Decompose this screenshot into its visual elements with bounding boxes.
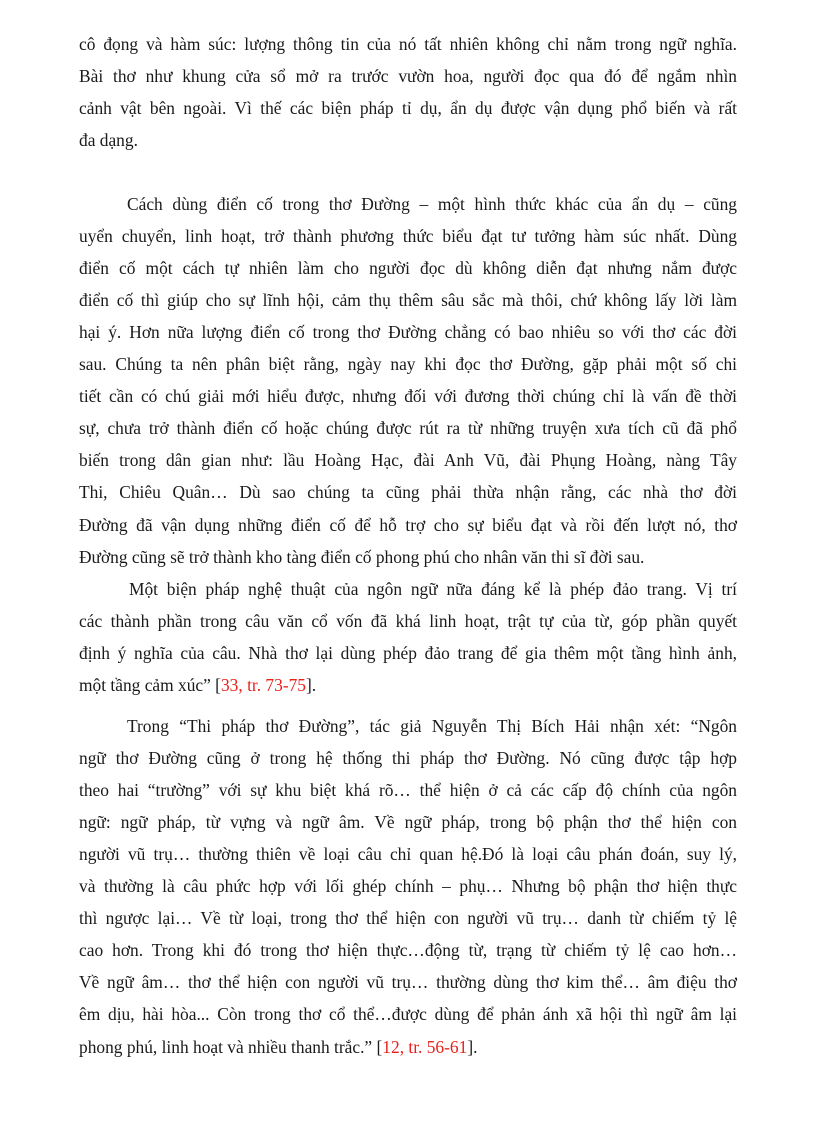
text-line [79, 974, 737, 991]
text-segment: ]. [306, 675, 317, 696]
text-line [79, 388, 737, 405]
text-segment: cô đọng và hàm súc: lượng thông tin của nó tất nhiên không chỉ nằm trong ngữ nghĩa. [79, 34, 737, 54]
text-segment: Cách dùng điển cố trong thơ Đường – một hình thức khác của ẩn dụ – cũng [127, 194, 737, 214]
text-line [79, 514, 737, 535]
text-segment: Về ngữ âm… thơ thể hiện con người vũ trụ… thường dùng thơ kim thể… âm điệu thơ [79, 972, 737, 993]
text-line [79, 846, 737, 863]
text-segment: ngữ thơ Đường cũng ở trong hệ thống thi pháp thơ Đường. Nó cũng được tập hợp [79, 748, 737, 769]
text-segment: các thành phần trong câu văn cổ vốn đã khá linh hoạt, trật tự của từ, góp phần quyết [79, 611, 737, 632]
text-line [79, 324, 737, 341]
text-line [79, 100, 737, 117]
text-line [79, 613, 737, 630]
text-line [79, 546, 645, 567]
text-segment: điển cố một cách tự nhiên làm cho người đọc dù không diễn đạt nhưng nắm được [79, 258, 737, 279]
text-segment: phong phú, linh hoạt và nhiều thanh trắc.” [ [79, 1036, 383, 1057]
text-line [79, 677, 316, 694]
text-segment: Đường cũng sẽ trở thành kho tàng điển cố phong phú cho nhân văn thi sĩ đời sau. [79, 546, 645, 567]
text-segment: đa dạng. [79, 130, 138, 151]
text-segment: định ý nghĩa của câu. Nhà thơ lại dùng phép đảo trang để gia thêm một tầng hình ảnh, [79, 643, 737, 664]
text-segment: Trong “Thi pháp thơ Đường”, tác giả Nguyễn Thị Bích Hải nhận xét: “Ngôn [127, 716, 737, 736]
text-line [79, 68, 737, 85]
text-segment: cảnh vật bên ngoài. Vì thế các biện pháp tỉ dụ, ẩn dụ được vận dụng phổ biến và rất [79, 98, 737, 119]
text-line [127, 718, 737, 735]
text-segment: cao hơn. Trong khi đó trong thơ hiện thực…động từ, trạng từ chiếm tỷ lệ cao hơn… [79, 940, 737, 961]
text-line [79, 782, 737, 799]
text-segment: Một biện pháp nghệ thuật của ngôn ngữ nữa đáng kể là phép đảo trang. Vị trí [129, 579, 737, 599]
text-line [79, 228, 737, 245]
text-line [79, 750, 737, 767]
text-line [79, 452, 737, 469]
text-line [79, 420, 737, 437]
text-segment: người vũ trụ… thường thiên về loại câu chỉ quan hệ.Đó là loại câu phán đoán, suy lý, [79, 844, 737, 865]
text-segment: Đường đã vận dụng những điển cố để hỗ trợ cho sự biểu đạt và rồi đến lượt nó, thơ [79, 514, 737, 535]
text-line [127, 196, 737, 213]
text-segment: và thường là câu phức hợp với lối ghép chính – phụ… Nhưng bộ phận thơ hiện thực [79, 876, 737, 897]
text-segment: ngữ: ngữ pháp, từ vựng và ngữ âm. Về ngữ pháp, trong bộ phận thơ thể hiện con [79, 812, 737, 833]
text-line [79, 878, 737, 895]
text-line [79, 910, 737, 927]
text-segment: thì ngược lại… Về từ loại, trong thơ thể hiện con người vũ trụ… danh từ chiếm tỷ lệ [79, 908, 737, 929]
text-line [79, 292, 737, 309]
text-segment: một tầng cảm xúc” [ [79, 675, 221, 696]
text-line [79, 942, 737, 959]
text-segment: hại ý. Hơn nữa lượng điển cố trong thơ Đường chẳng có bao nhiêu so với thơ các đời [79, 322, 737, 343]
text-line [79, 36, 737, 53]
text-line [79, 1036, 478, 1057]
text-line [79, 645, 737, 662]
text-segment: Thi, Chiêu Quân… Dù sao chúng ta cũng phải thừa nhận rằng, các nhà thơ đời [79, 482, 737, 503]
text-line [79, 1006, 737, 1023]
text-segment: tiết cần có chú giải mới hiểu được, nhưng đối với đương thời chúng chỉ là vấn đề thời [79, 386, 737, 407]
text-line [79, 132, 138, 149]
text-segment: êm dịu, hài hòa... Còn trong thơ cổ thể…được dùng để phản ánh xã hội thì ngữ âm lại [79, 1004, 737, 1025]
text-line [79, 814, 737, 831]
text-line [79, 260, 737, 277]
text-line [79, 484, 737, 501]
text-line [79, 356, 737, 373]
text-line [129, 581, 737, 598]
text-segment: sự, chưa trở thành điển cố hoặc chúng được rút ra từ những truyện xưa tích cũ đã phổ [79, 418, 737, 439]
text-segment: biến trong dân gian như: lầu Hoàng Hạc, đài Anh Vũ, đài Phụng Hoàng, nàng Tây [79, 450, 737, 471]
text-segment: theo hai “trường” với sự khu biệt khá rõ… thể hiện ở cả các cấp độ chính của ngôn [79, 780, 737, 801]
text-segment: điển cố thì giúp cho sự lĩnh hội, cảm thụ thêm sâu sắc mà thôi, chứ không lấy lời làm [79, 290, 737, 311]
citation-reference: 33, tr. 73-75 [220, 675, 307, 696]
citation-reference: 12, tr. 56-61 [382, 1036, 468, 1057]
text-segment: sau. Chúng ta nên phân biệt rằng, ngày nay khi đọc thơ Đường, gặp phải một số chi [79, 354, 737, 375]
text-segment: Bài thơ như khung cửa sổ mở ra trước vườn hoa, người đọc qua đó để ngắm nhìn [79, 66, 737, 87]
text-segment: uyển chuyển, linh hoạt, trở thành phương thức biểu đạt tư tưởng hàm súc nhất. Dùng [79, 226, 737, 247]
text-segment: ]. [467, 1036, 478, 1057]
